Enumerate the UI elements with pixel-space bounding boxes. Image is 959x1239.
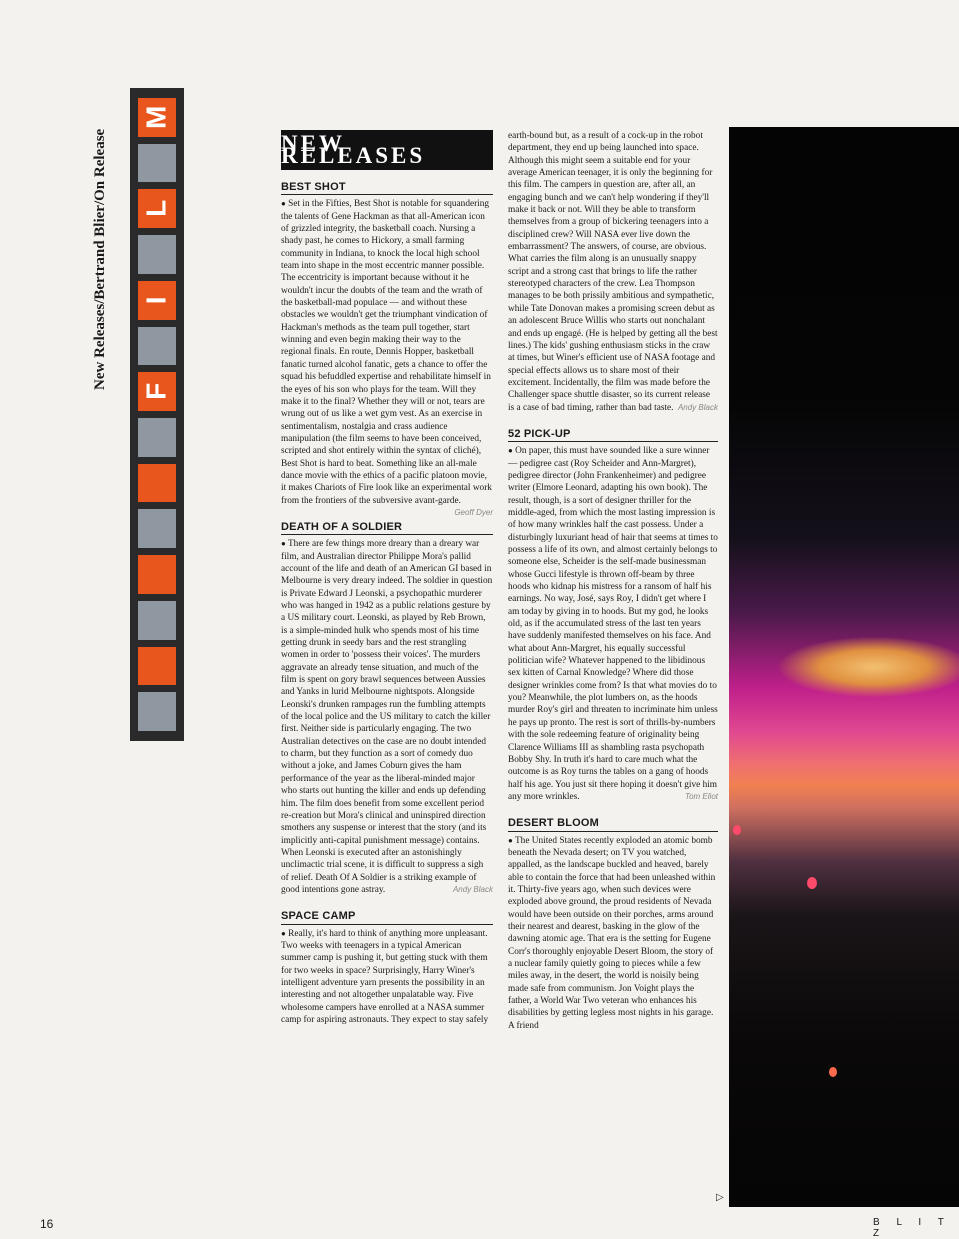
film-bar-segment [138, 464, 176, 503]
review-title: DESERT BLOOM [508, 817, 718, 831]
review-text: Set in the Fifties, Best Shot is notable for squandering the talents of Gene Hackman as that all-American icon of grizzled integrity, the basketball coach. Nursing a shady past, he comes to Hickory, a small farming community in Indiana, to knock the local high school team into shape in the most eccentric manner possible. The eccentricity is important because without it he wouldn't incur the doubts of the team and the wrath of the basketball-mad populace — and without these obstacles we wouldn't get the triumphant vindication of Hackman's methods as the team pull together, start winning and even begin making their way to the regional finals. En route, Dennis Hopper, basketball fanatic turned alcohol fanatic, gets a chance to offer the squad his befuddled expertise and rehabilitate himself in the eyes of his son who plays for the team. Will they make it to the final? Whether they will or not, tears are wrung out of us like a wet gym vest. As an exercise in sentimentalism, nostalgia and crass audience manipulation (the film seems to have been conceived, scripted and shot entirely within the syntax of cliché), Best Shot is hard to beat. Something like an all-male dance movie with the ethics of a pacific platoon movie, it makes Chariots of Fire look like an experimental work from the frontiers of the subversive avant-garde. [281, 199, 492, 506]
film-bar-segment [138, 418, 176, 457]
photo-light [733, 825, 741, 835]
column-left [281, 130, 493, 1040]
review-text-part2: earth-bound but, as a result of a cock-up in the robot department, they end up being launched into space. Although this might seem a suitable end for your average American teenager, it is only the beginning for this film. The campers in question are, after all, an engaging bunch and we can't help wondering if they'll make it back or not. Will they be able to transform themselves from a group of bickering teenagers into a disciplined crew? Will NASA ever live down the embarrassment? The answers, of course, are obvious. What carries the film along is an unusually snappy script and a strong cast that brings to life the rather stereotyped characters of the crew. Lea Thompson manages to be both prissily ambitious and sympathetic, while Tate Donovan makes a promising screen debut as an adolescent Bruce Willis who starts out nonchalant and ends up engagé. (He is helped by getting all the best lines.) The kids' gushing enthusiasm sticks in the craw at times, but Winer's efficient use of NASA footage and special effects allows us to share most of their excitement. Incidentally, the film was made before the Challenger space shuttle disaster, so its current release is a case of bad timing, rather than bad taste. [508, 131, 718, 413]
film-bar-segment [138, 144, 176, 183]
review-text: There are few things more dreary than a dreary war film, and Australian director Philippe Mora's pallid account of the life and death of an American GI based in Melbourne is very dreary indeed. The soldier in question is Private Edward J Leonski, a psychopathic murderer who was hanged in 1942 as a public relations gesture by a US military court. Leonski, as played by Reb Brown, is a simple-minded hulk who spends most of his time getting drunk in seedy bars and the rest strangling women in order to 'possess their voices'. The murders aggravate an already tense situation, and much of the film is spent on gory brawl sequences between Aussies and Yanks in lurid Melbourne nightspots. Alongside Leonski's drunken rampages run the fumbling attempts of the local police and the US military to catch the killer first. Neither side is particularly engaging. The two Australian detectives on the case are no doubt intended to charm, but they function as a sort of comedy duo without a joke, and James Coburn gives the ham performance of the year as the liberal-minded major who starts out hunting the killer and ends up defending him. The film does benefit from some excellent period re-creation but Mora's clinical and uninspired direction smothers any suspense or interest that the story (and its implicitly anti-capital punishment message) contains. When Leonski is executed after an astonishingly unclimactic trial scene, it is difficult to suppress a sigh of relief. Death Of A Soldier is a striking example of good intentions gone astray. [281, 539, 493, 895]
film-bar-segment [138, 281, 176, 320]
review-best-shot [281, 181, 493, 517]
film-bar-segment [138, 327, 176, 366]
photo-glow [779, 637, 959, 697]
side-title-text: New Releases/Bertrand Blier/On Release [92, 128, 108, 390]
film-bar-segment [138, 189, 176, 228]
review-space-camp-continued [508, 130, 718, 414]
bullet-icon: ● [508, 835, 513, 845]
photo-light [829, 1067, 837, 1077]
review-space-camp [281, 910, 493, 1026]
review-title: BEST SHOT [281, 181, 493, 195]
bullet-icon: ● [281, 199, 286, 209]
review-title: SPACE CAMP [281, 910, 493, 924]
review-author: Andy Black [452, 884, 493, 894]
film-bar-segment [138, 372, 176, 411]
bullet-icon: ● [281, 928, 286, 938]
film-bar-letter: F [140, 383, 172, 401]
film-section-bar [130, 88, 184, 741]
review-52-pick-up [508, 428, 718, 803]
photo-light [807, 877, 817, 889]
film-bar-letter: M [140, 105, 172, 130]
review-text: On paper, this must have sounded like a sure winner — pedigree cast (Roy Scheider and Ann-Margret), pedigree director (John Frankenheimer) and pedigree writer (Elmore Leonard, adapting his own book). The result, though, is a sort of designer thriller for the middle-aged, from which the most lasting impression is of how many wrinkles half the cast possess. Under a disturbingly luxuriant head of hair that seems at times to possess a life of its own, and almost certainly belongs to someone else, Scheider is the self-made businessman whose Gucci lifestyle is thrown off-beam by three hoods who kidnap his mistress for a ransom of half his earnings. No way, José, says Roy, I didn't get where I am today by giving in to hoods. But my god, he looks old, as if the accumulated stress of the last ten years have suddenly manifested themselves on his face. And what about Ann-Margret, his equally successful politician wife? Whatever happened to the libidinous sex kitten of Carnal Knowledge? Where did those designer wrinkles come from? Is that what movies do to you? Meanwhile, the plot lumbers on, as the hoods murder Roy's girl and threaten to incriminate him unless he pays up pronto. The rest is sort of thrills-by-numbers with the sole redeeming feature of originality being Clarence Williams III as shambling rasta psychopath Bobby Shy. In truth it's hard to care much what the outcome is as Roy turns the tables on a gang of hoods half his age. You just sit there hoping it doesn't give him any more wrinkles. [508, 446, 718, 802]
review-desert-bloom [508, 817, 718, 1032]
review-author: Andy Black [677, 402, 718, 412]
review-death-of-a-soldier [281, 521, 493, 896]
review-title: 52 PICK-UP [508, 428, 718, 442]
magazine-name: B L I T Z [873, 1217, 951, 1239]
film-bar-letter: I [140, 296, 172, 305]
review-author: Tom Eliot [684, 791, 718, 801]
new-releases-banner: NEW RELEASES [281, 130, 493, 170]
review-text-part1: Really, it's hard to think of anything more unpleasant. Two weeks with teenagers in a typical American summer camp is pushing it, but getting stuck with them for two weeks in space? Surprisingly, Harry Winer's intelligent adventure yarn presents the possibility in an interesting and not altogether unpalatable way. Five wholesome campers have enrolled at a NASA summer camp for aspiring astronauts. They expect to stay safely [281, 928, 489, 1025]
review-author: Geoff Dyer [454, 507, 493, 517]
column-right [508, 130, 718, 1046]
film-bar-segment [138, 555, 176, 594]
film-bar-segment [138, 509, 176, 548]
review-title: DEATH OF A SOLDIER [281, 521, 493, 535]
bullet-icon: ● [508, 446, 513, 456]
review-text: The United States recently exploded an atomic bomb beneath the Nevada desert; on TV you watched, appalled, as the landscape buckled and heaved, barely able to contain the force that had been unleashed within it. Thirty-five years ago, when such devices were exploded above ground, the proud residents of Nevada would have been outside on their porches, arms around their nearest and dearest, basking in the glow of the dawning atomic age. That era is the setting for Eugene Corr's thoroughly enjoyable Desert Bloom, the story of a nuclear family quietly going to pieces while a few miles away, in the desert, the world is noisily being made safe from communism. Jon Voight plays the father, a World War Two veteran who enhances his disabilities by getting legless most nights in his garage. A friend [508, 835, 716, 1031]
film-bar-letter: L [140, 200, 172, 218]
page-number: 16 [40, 1217, 54, 1231]
side-title [92, 90, 132, 390]
bullet-icon: ● [281, 539, 286, 549]
film-bar-segment [138, 98, 176, 137]
film-bar-segment [138, 235, 176, 274]
film-still-photo [729, 127, 959, 1207]
film-bar-segment [138, 692, 176, 731]
film-bar-segment [138, 601, 176, 640]
film-bar-segment [138, 647, 176, 686]
continue-arrow-icon: ▷ [716, 1192, 724, 1203]
